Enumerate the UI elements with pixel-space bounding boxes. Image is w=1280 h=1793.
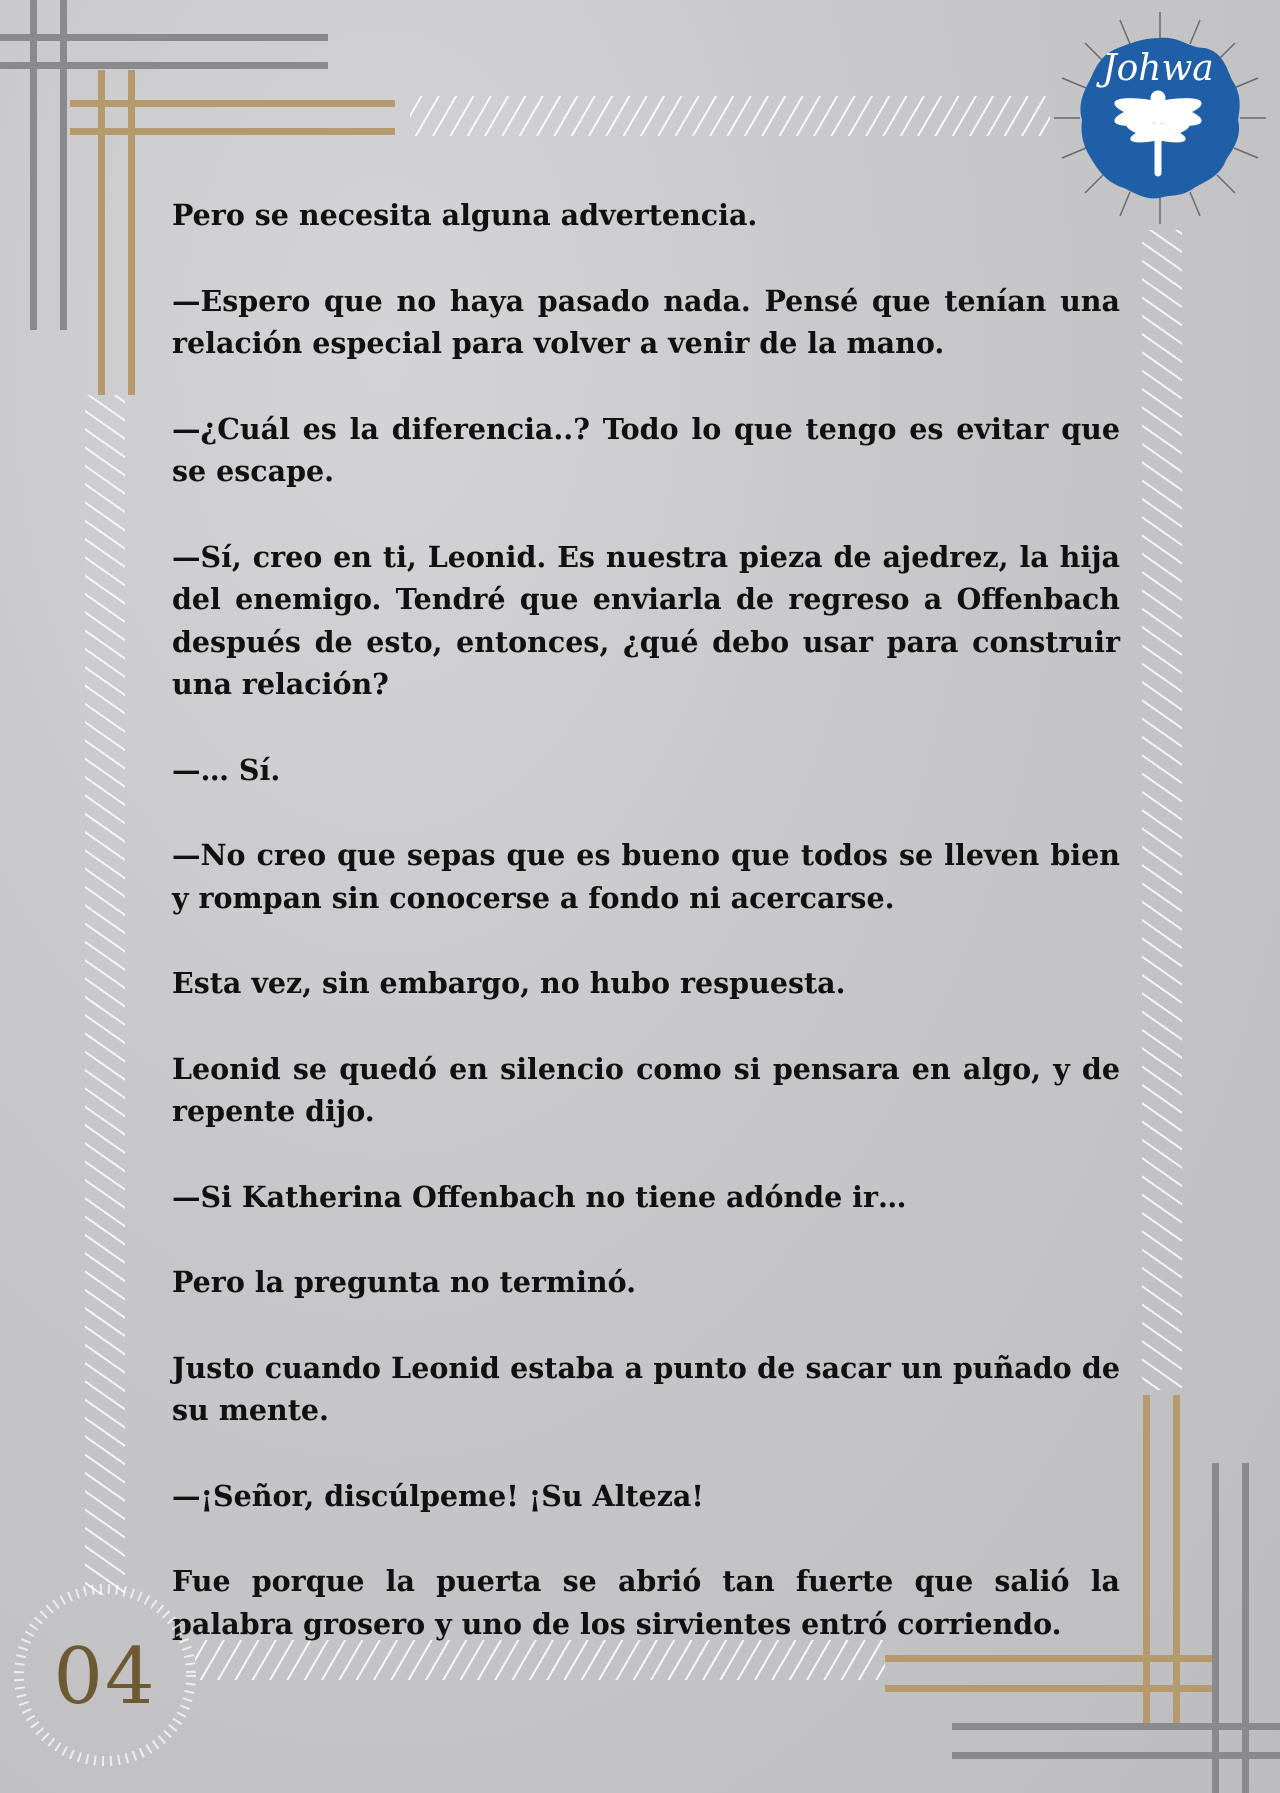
paragraph: Esta vez, sin embargo, no hubo respuesta. bbox=[172, 966, 846, 1000]
paragraph: Leonid se quedó en silencio como si pensara en algo, y de repente dijo. bbox=[172, 1051, 1120, 1128]
paragraph: Fue porque la puerta se abrió tan fuerte que salió la palabra grosero y uno de los sirvientes entró corriendo. bbox=[172, 1564, 1120, 1641]
page-number: 04 bbox=[53, 1632, 157, 1722]
corner-line bbox=[1242, 1463, 1249, 1793]
paragraph: —Sí, creo en ti, Leonid. Es nuestra pieza de ajedrez, la hija del enemigo. Tendré que enviarla de regreso a Offenbach después de esto, entonces, ¿qué debo usar para construir una relación? bbox=[172, 539, 1120, 701]
corner-line bbox=[1173, 1395, 1180, 1725]
corner-line bbox=[70, 100, 395, 107]
paragraph: Pero la pregunta no terminó. bbox=[172, 1265, 637, 1299]
paragraph: —… Sí. bbox=[172, 752, 281, 787]
corner-line bbox=[952, 1752, 1280, 1759]
corner-line bbox=[0, 62, 328, 69]
corner-line bbox=[0, 34, 328, 41]
paragraph: —Espero que no haya pasado nada. Pensé que tenían una relación especial para volver a venir de la mano. bbox=[172, 283, 1120, 360]
page-number-badge bbox=[10, 1580, 200, 1770]
right-hatch-band bbox=[1142, 230, 1182, 1390]
corner-line bbox=[1212, 1463, 1219, 1793]
paragraph: Pero se necesita alguna advertencia. bbox=[172, 198, 758, 232]
paragraph: —No creo que sepas que es bueno que todos se lleven bien y rompan sin conocerse a fondo ni acercarse. bbox=[172, 838, 1120, 915]
top-hatch-band bbox=[410, 96, 1050, 136]
paragraph: —Si Katherina Offenbach no tiene adónde ir… bbox=[172, 1179, 907, 1214]
corner-line bbox=[30, 0, 37, 330]
left-hatch-band bbox=[85, 395, 125, 1595]
paragraph: Justo cuando Leonid estaba a punto de sacar un puñado de su mente. bbox=[172, 1350, 1120, 1427]
paragraph: —¡Señor, discúlpeme! ¡Su Alteza! bbox=[172, 1478, 704, 1513]
corner-line bbox=[1143, 1395, 1150, 1725]
story-text bbox=[172, 194, 1120, 1688]
logo-text: Johwa bbox=[1102, 48, 1214, 89]
corner-line bbox=[70, 128, 395, 135]
corner-line bbox=[98, 70, 105, 395]
corner-line bbox=[952, 1723, 1280, 1730]
corner-line bbox=[128, 70, 135, 395]
paragraph: —¿Cuál es la diferencia..? Todo lo que tengo es evitar que se escape. bbox=[172, 411, 1120, 488]
corner-line bbox=[60, 0, 67, 330]
